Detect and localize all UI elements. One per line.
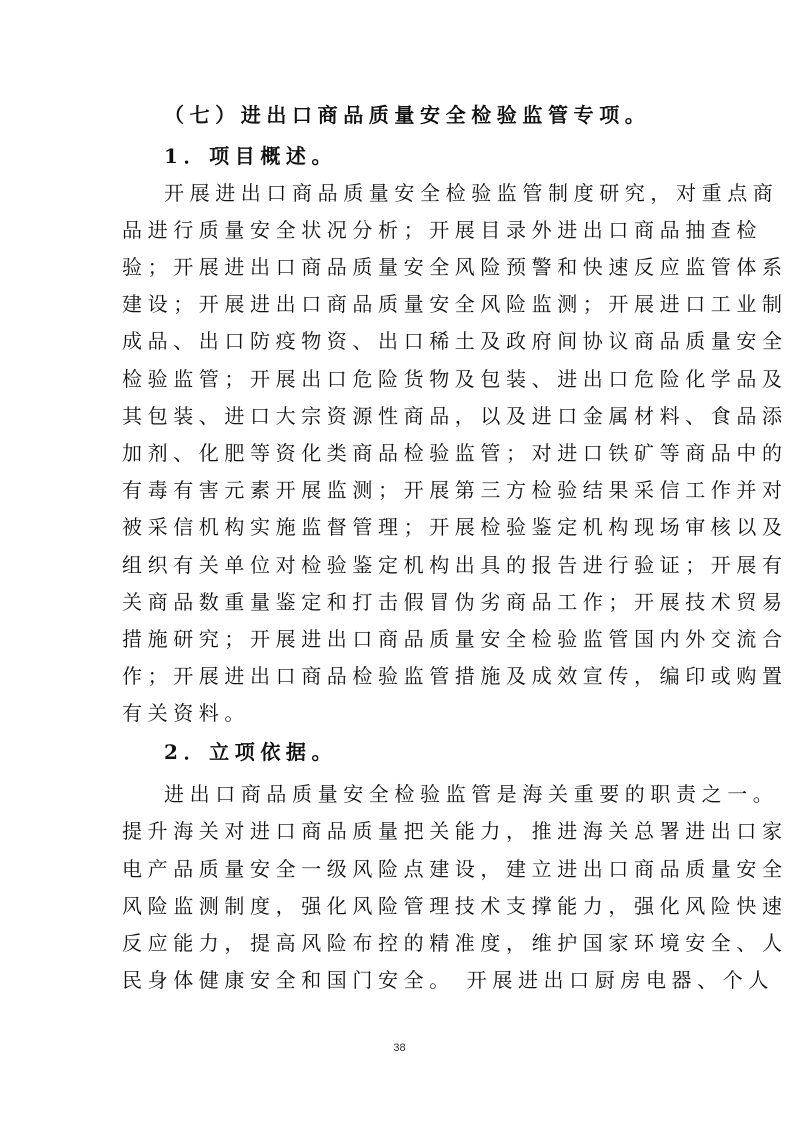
paragraph-line: 风险监测制度，强化风险管理技术支撑能力，强化风险快速 — [122, 894, 788, 918]
paragraph-line: 措施研究；开展进出口商品质量安全检验监管国内外交流合 — [122, 627, 788, 651]
paragraph-line: 组织有关单位对检验鉴定机构出具的报告进行验证；开展有 — [122, 553, 788, 577]
paragraph-line: 建设；开展进出口商品质量安全风险监测；开展进口工业制 — [122, 292, 788, 316]
paragraph-line: 有毒有害元素开展监测；开展第三方检验结果采信工作并对 — [122, 478, 788, 502]
paragraph-line: 加剂、化肥等资化类商品检验监管；对进口铁矿等商品中的 — [122, 441, 788, 465]
paragraph-line: 作；开展进出口商品检验监管措施及成效宣传，编印或购置 — [122, 664, 788, 688]
page-number: 38 — [393, 1042, 406, 1054]
paragraph-line: 电产品质量安全一级风险点建设，建立进出口商品质量安全 — [122, 857, 788, 881]
paragraph-line: 有关资料。 — [122, 701, 250, 725]
paragraph-line: 提升海关对进口商品质量把关能力，推进海关总署进出口家 — [122, 819, 788, 843]
paragraph-line: 关商品数重量鉴定和打击假冒伪劣商品工作；开展技术贸易 — [122, 590, 788, 614]
paragraph-line: 开展进出口商品质量安全检验监管制度研究，对重点商 — [164, 181, 779, 205]
subsection-heading-overview: 1．项目概述。 — [164, 144, 338, 168]
paragraph-line: 检验监管；开展出口危险货物及包装、进出口危险化学品及 — [122, 367, 788, 391]
section-heading: （七）进出口商品质量安全检验监管专项。 — [164, 103, 651, 127]
paragraph-line: 其包装、进口大宗资源性商品，以及进口金属材料、食品添 — [122, 404, 788, 428]
paragraph-line: 进出口商品质量安全检验监管是海关重要的职责之一。 — [164, 782, 779, 806]
paragraph-line: 民身体健康安全和国门安全。 开展进出口厨房电器、个人 — [122, 968, 774, 992]
subsection-heading-basis: 2．立项依据。 — [164, 740, 338, 764]
paragraph-line: 品进行质量安全状况分析；开展目录外进出口商品抽查检 — [122, 218, 762, 242]
paragraph-line: 反应能力，提高风险布控的精准度，维护国家环境安全、人 — [122, 931, 788, 955]
paragraph-line: 验；开展进出口商品质量安全风险预警和快速反应监管体系 — [122, 255, 788, 279]
paragraph-line: 被采信机构实施监督管理；开展检验鉴定机构现场审核以及 — [122, 515, 788, 539]
paragraph-line: 成品、出口防疫物资、出口稀土及政府间协议商品质量安全 — [122, 329, 788, 353]
